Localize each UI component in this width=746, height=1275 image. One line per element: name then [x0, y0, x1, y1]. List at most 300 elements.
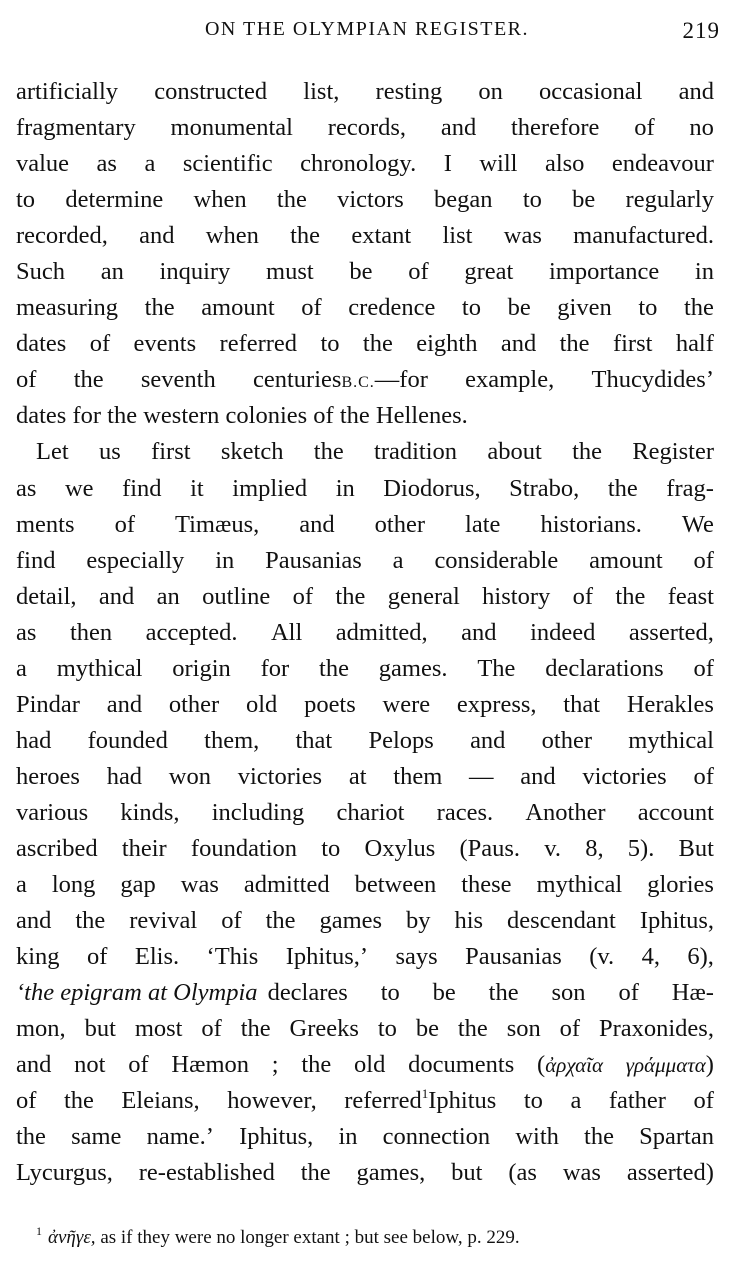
word: in — [215, 546, 235, 574]
word: that — [295, 726, 333, 754]
word: also — [544, 150, 585, 178]
text-line-with-small-caps — [16, 362, 714, 398]
word: of — [693, 546, 714, 574]
word: to — [522, 186, 542, 214]
word — [465, 362, 554, 398]
text-span: however, — [227, 1087, 317, 1115]
word: find — [16, 546, 56, 574]
word: dates — [16, 330, 67, 358]
word: be — [349, 258, 373, 286]
word: ascribed — [16, 834, 98, 862]
text-span: the — [63, 1087, 94, 1115]
word: and — [461, 618, 497, 646]
word: an — [156, 582, 180, 610]
word: Greeks — [289, 1015, 359, 1043]
word: I — [443, 150, 452, 178]
word: Iphitus, — [639, 907, 714, 935]
word — [524, 1083, 543, 1119]
word: records, — [327, 114, 407, 142]
word: fragmentary — [16, 114, 136, 142]
word: other — [168, 690, 220, 718]
word: Timæus, — [175, 510, 260, 538]
word: a — [16, 871, 27, 899]
word: and — [16, 907, 52, 935]
text-line — [16, 471, 714, 507]
word: to — [380, 979, 400, 1007]
word: We — [681, 510, 714, 538]
word: won — [168, 762, 211, 790]
text-line-with-greek — [16, 1047, 714, 1083]
word: general — [387, 582, 460, 610]
word — [592, 362, 714, 398]
word: history — [482, 582, 551, 610]
text-line — [16, 651, 714, 687]
word: to — [377, 1015, 397, 1043]
footnote — [36, 1224, 710, 1252]
word: a — [392, 546, 404, 574]
word: of — [301, 294, 322, 322]
text-span: and — [16, 1051, 52, 1079]
footnote-reference: 1 — [421, 1086, 429, 1102]
word: a — [16, 654, 27, 682]
word: Spartan — [639, 1123, 714, 1151]
word: connection — [382, 1123, 491, 1151]
word: were — [382, 690, 431, 718]
word: to — [638, 294, 658, 322]
word: Herakles — [626, 690, 714, 718]
word: sketch — [220, 438, 284, 466]
word: be — [415, 1015, 439, 1043]
word — [128, 1047, 148, 1083]
word: son — [551, 979, 586, 1007]
word: chronology. — [300, 150, 417, 178]
word — [354, 1047, 385, 1083]
text-span: the — [301, 1051, 332, 1079]
word: Such — [16, 258, 65, 286]
text-line — [16, 903, 714, 939]
word: same — [71, 1123, 122, 1151]
word: poets — [304, 690, 356, 718]
greek-phrase: ἀρχαῖα — [545, 1053, 603, 1078]
text-span: documents — [408, 1051, 515, 1079]
word: had — [16, 726, 52, 754]
word — [121, 1083, 199, 1119]
word: resting — [375, 78, 443, 105]
text-span: referred — [344, 1087, 422, 1115]
word: long — [51, 871, 96, 899]
word: them, — [204, 726, 260, 754]
word: was — [180, 871, 219, 899]
word: Lycurgus, — [16, 1159, 113, 1187]
word: manufactured. — [573, 222, 714, 250]
text-line — [16, 615, 714, 651]
word: 4, — [641, 943, 660, 971]
word: descendant — [507, 907, 616, 935]
word — [16, 1083, 36, 1119]
word: Elis. — [134, 943, 180, 971]
word: when — [205, 222, 259, 250]
word: their — [121, 834, 167, 862]
word: list, — [303, 78, 340, 105]
word — [16, 1047, 51, 1083]
word: Oxylus — [364, 834, 436, 862]
word: must — [266, 258, 314, 286]
word: The — [477, 654, 516, 682]
text-line — [16, 939, 714, 975]
word: it — [190, 474, 204, 502]
word: the — [559, 330, 590, 358]
word: mythical — [536, 871, 623, 899]
word: an — [100, 258, 124, 286]
word: in — [335, 474, 355, 502]
italic-quote: ‘the epigram at Olympia — [16, 979, 258, 1007]
word: express, — [456, 690, 537, 718]
word — [570, 1083, 581, 1119]
text-span: not — [74, 1051, 106, 1079]
word: indeed — [530, 618, 596, 646]
word: the — [265, 907, 296, 935]
word: as — [96, 150, 117, 178]
word: Strabo, — [509, 474, 580, 502]
word: of — [572, 582, 594, 610]
word: first — [612, 330, 653, 358]
word: be — [572, 186, 596, 214]
text-line — [16, 146, 714, 182]
footnote-greek-word: ἀνῆγε, — [48, 1227, 96, 1248]
word: of — [559, 1015, 581, 1043]
word: — — [469, 762, 494, 790]
word: Pelops — [368, 726, 434, 754]
word — [272, 1047, 279, 1083]
word: the — [607, 474, 638, 502]
text-span: the — [73, 366, 104, 394]
word: various — [16, 798, 89, 826]
word: of — [221, 907, 242, 935]
word: but — [451, 1159, 483, 1187]
text-span: example, — [465, 366, 555, 394]
word: at — [348, 762, 367, 790]
text-line — [16, 254, 714, 290]
word: late — [465, 510, 501, 538]
text-line — [16, 687, 714, 723]
word: of — [87, 943, 108, 971]
word: regularly — [625, 186, 714, 214]
text-span: ; — [271, 1051, 279, 1079]
text-line — [16, 218, 714, 254]
word: All — [270, 618, 303, 646]
word: declares — [267, 979, 348, 1007]
word: the — [584, 1123, 614, 1151]
word: artificially — [16, 78, 119, 105]
word: 5). — [627, 834, 655, 862]
word: declarations — [545, 654, 664, 682]
word: to — [320, 330, 340, 358]
word: that — [563, 690, 601, 718]
word: find — [122, 474, 162, 502]
word: asserted) — [626, 1159, 714, 1187]
word: victors — [337, 186, 404, 214]
word: (v. — [589, 943, 615, 971]
word — [64, 1083, 94, 1119]
word: measuring — [16, 294, 119, 322]
word: in — [338, 1123, 358, 1151]
word: tradition — [374, 438, 458, 466]
word: to — [321, 834, 341, 862]
word: the — [572, 438, 603, 466]
text-line — [16, 110, 714, 146]
word: and — [139, 222, 175, 250]
word: ‘This — [206, 943, 259, 971]
word — [171, 1047, 249, 1083]
word: chariot — [336, 798, 405, 826]
word — [626, 1047, 714, 1083]
word: credence — [348, 294, 436, 322]
word: importance — [549, 258, 660, 286]
word — [227, 1083, 317, 1119]
word — [694, 1083, 714, 1119]
word: the — [290, 222, 321, 250]
word: Pausanias — [465, 943, 562, 971]
word: feast — [667, 582, 714, 610]
word: be — [507, 294, 531, 322]
word: by — [406, 907, 431, 935]
word: with — [515, 1123, 559, 1151]
word: his — [454, 907, 484, 935]
text-line — [16, 579, 714, 615]
text-line — [16, 74, 714, 110]
word: admitted — [243, 871, 330, 899]
word: Iphitus,’ — [285, 943, 369, 971]
word: therefore — [511, 114, 600, 142]
word: extant — [351, 222, 412, 250]
word: referred — [219, 330, 298, 358]
word: about — [487, 438, 542, 466]
word: says — [395, 943, 438, 971]
word: the — [144, 294, 175, 322]
word: as — [16, 474, 37, 502]
word: outline — [202, 582, 271, 610]
word: no — [689, 114, 714, 142]
text-span: to — [523, 1087, 543, 1115]
text-line — [16, 1011, 714, 1047]
era-abbreviation: B.C. — [341, 374, 375, 392]
body-text — [16, 74, 714, 1191]
word: to — [16, 186, 36, 214]
word: kinds, — [120, 798, 180, 826]
word: detail, — [16, 582, 77, 610]
text-line-paragraph-start — [16, 434, 714, 470]
word: games. — [378, 654, 448, 682]
word — [16, 362, 36, 398]
word — [74, 1047, 105, 1083]
word: account — [637, 798, 714, 826]
text-span: of — [16, 1087, 37, 1115]
word: of — [408, 258, 429, 286]
text-span: Thucydides’ — [591, 366, 714, 394]
word: the — [319, 654, 349, 682]
word: inquiry — [159, 258, 231, 286]
word: (Paus. — [459, 834, 521, 862]
word: determine — [65, 186, 164, 214]
text-line-paragraph-end: dates for the western colonies of the Hellenes. — [16, 402, 468, 430]
word: the — [488, 979, 519, 1007]
word — [74, 362, 104, 398]
text-span: old — [354, 1051, 386, 1079]
text-span: Iphitus — [428, 1087, 497, 1115]
word: on — [478, 78, 503, 105]
word: we — [64, 474, 94, 502]
word: endeavour — [611, 150, 714, 178]
word: between — [354, 871, 437, 899]
word: Pausanias — [265, 546, 362, 574]
word: was — [562, 1159, 601, 1187]
word: for — [260, 654, 290, 682]
text-line — [16, 1155, 714, 1191]
text-span: Eleians, — [121, 1087, 200, 1115]
word: Register — [632, 438, 714, 466]
word: had — [106, 762, 143, 790]
text-line — [16, 543, 714, 579]
word: the — [335, 582, 366, 610]
word: other — [374, 510, 426, 538]
word: name.’ — [146, 1123, 214, 1151]
word: But — [678, 834, 714, 862]
word — [408, 1047, 514, 1083]
footnote-marker: 1 — [36, 1224, 42, 1238]
word — [141, 362, 216, 398]
word: given — [557, 294, 612, 322]
text-line — [16, 867, 714, 903]
word: heroes — [16, 762, 80, 790]
text-span: seventh — [140, 366, 216, 394]
word: the — [615, 582, 646, 610]
word: will — [479, 150, 518, 178]
word: 8, — [585, 834, 604, 862]
word: monumental — [170, 114, 293, 142]
text-line — [16, 831, 714, 867]
word: the — [240, 1015, 271, 1043]
word: (as — [508, 1159, 537, 1187]
word: us — [98, 438, 121, 466]
word: games — [319, 907, 383, 935]
word: mythical — [56, 654, 143, 682]
word: re-established — [138, 1159, 275, 1187]
word: the — [300, 1159, 331, 1187]
word: was — [503, 222, 542, 250]
word: accepted. — [145, 618, 238, 646]
word: and — [470, 726, 506, 754]
word: amount — [201, 294, 275, 322]
running-title: ON THE OLYMPIAN REGISTER. — [204, 18, 529, 40]
word — [253, 362, 428, 398]
text-line — [16, 1119, 714, 1155]
word: asserted, — [628, 618, 714, 646]
word: the — [362, 330, 393, 358]
text-span: Hæmon — [171, 1051, 249, 1079]
text-line-with-footnote-ref — [16, 1083, 714, 1119]
word: as — [16, 618, 37, 646]
word: constructed — [154, 78, 268, 105]
word: considerable — [434, 546, 559, 574]
word: then — [69, 618, 113, 646]
word: but — [84, 1015, 116, 1043]
word: of — [89, 330, 111, 358]
word: scientific — [182, 150, 273, 178]
word — [344, 1083, 496, 1119]
word — [609, 1083, 666, 1119]
word: origin — [172, 654, 231, 682]
word: half — [675, 330, 714, 358]
word: eighth — [416, 330, 478, 358]
text-line — [16, 326, 714, 362]
word: list — [442, 222, 473, 250]
word: v. — [544, 834, 562, 862]
word: amount — [589, 546, 663, 574]
word: to — [461, 294, 481, 322]
word: Praxonides, — [598, 1015, 714, 1043]
word: foundation — [190, 834, 298, 862]
page-number: 219 — [682, 18, 720, 43]
word: Another — [525, 798, 606, 826]
word: ments — [16, 510, 75, 538]
word: including — [211, 798, 305, 826]
word: and — [520, 762, 556, 790]
word: admitted, — [335, 618, 428, 646]
word: glories — [647, 871, 714, 899]
text-span — [268, 975, 714, 1011]
word: of — [634, 114, 655, 142]
word: and — [299, 510, 335, 538]
word: first — [151, 438, 191, 466]
word: victories — [582, 762, 667, 790]
word: of — [201, 1015, 222, 1043]
word — [301, 1047, 331, 1083]
word: in — [694, 258, 714, 286]
word: games, — [356, 1159, 426, 1187]
word: be — [432, 979, 456, 1007]
word: the — [276, 186, 307, 214]
word: events — [133, 330, 197, 358]
text-line — [16, 507, 714, 543]
word: king — [16, 943, 60, 971]
word: gap — [120, 871, 156, 899]
word: occasional — [539, 78, 643, 105]
word: implied — [232, 474, 308, 502]
text-line — [16, 182, 714, 218]
word: the — [75, 907, 106, 935]
text-span: of — [16, 366, 37, 394]
word: these — [461, 871, 512, 899]
word: and — [678, 78, 714, 105]
word: frag- — [666, 474, 714, 502]
text-line — [16, 795, 714, 831]
word: a — [144, 150, 156, 178]
footnote-text: as if they were no longer extant ; but see below, p. 229. — [100, 1227, 520, 1248]
word: when — [193, 186, 247, 214]
word: historians. — [540, 510, 642, 538]
word: and — [440, 114, 477, 142]
word: of — [114, 510, 135, 538]
text-span: father — [608, 1087, 666, 1115]
word: and — [500, 330, 537, 358]
text-span: ( — [537, 1051, 546, 1079]
text-span: a — [570, 1087, 582, 1115]
text-line — [16, 759, 714, 795]
text-span: of — [693, 1087, 714, 1115]
word: races. — [436, 798, 494, 826]
word: began — [434, 186, 493, 214]
word: the — [683, 294, 714, 322]
